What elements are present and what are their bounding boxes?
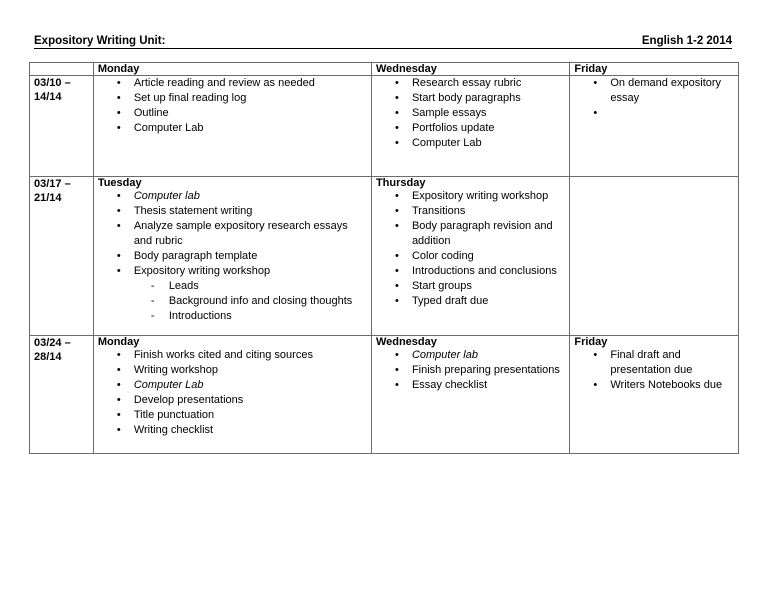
list-item: • Analyze sample expository research essays and rubric: [134, 219, 367, 249]
task-list: [574, 348, 734, 393]
list-item-empty: [610, 106, 734, 121]
list-item: • Start groups: [412, 279, 565, 294]
task-list: [98, 189, 367, 324]
sub-list-item: - Background info and closing thoughts: [169, 294, 367, 309]
cell-thursday: [371, 177, 569, 336]
sub-list-item: - Introductions: [169, 309, 367, 324]
list-item: • Body paragraph revision and addition: [412, 219, 565, 249]
cell-friday: [570, 336, 739, 454]
cell-friday: [570, 76, 739, 177]
list-item: • Finish preparing presentations: [412, 363, 565, 378]
task-list: [376, 189, 565, 309]
day-heading: Tuesday: [97, 177, 142, 189]
list-item: • On demand expository essay: [610, 76, 734, 106]
list-item: • Writing workshop: [134, 363, 367, 378]
list-item: • Writers Notebooks due: [610, 378, 734, 393]
list-item: • Outline: [134, 106, 367, 121]
week-range-start: 03/10 –: [34, 77, 71, 89]
week-cell: [30, 177, 94, 336]
day-heading: Wednesday: [375, 336, 437, 348]
list-item: • Expository writing workshop: [412, 189, 565, 204]
task-list: [376, 76, 565, 151]
list-item: • Expository writing workshop - Leads - Background info and closing thoughts - Introductions: [134, 264, 367, 324]
cell-wednesday: [371, 76, 569, 177]
week-range-end: 28/14: [34, 351, 62, 363]
schedule-table: [29, 62, 739, 454]
list-item: • Transitions: [412, 204, 565, 219]
course-title: English 1-2 2014: [641, 35, 732, 47]
header-week-cell: [30, 63, 94, 76]
document-header: [34, 35, 732, 49]
day-heading: Friday: [574, 336, 608, 348]
day-heading: Monday: [97, 336, 140, 348]
task-list: [574, 76, 734, 121]
list-item: • Set up final reading log: [134, 91, 367, 106]
list-item: • Final draft and presentation due: [610, 348, 734, 378]
sub-task-list: [134, 279, 367, 324]
week-range-start: 03/24 –: [34, 337, 71, 349]
list-item: • Color coding: [412, 249, 565, 264]
cell-empty: [570, 177, 739, 336]
header-monday: Monday: [93, 63, 371, 76]
list-item: • Computer lab: [412, 348, 565, 363]
week-range-end: 14/14: [34, 91, 62, 103]
table-row: [30, 76, 739, 177]
task-list: [376, 348, 565, 393]
week-range-start: 03/17 –: [34, 178, 71, 190]
list-item: • Introductions and conclusions: [412, 264, 565, 279]
task-list: [98, 348, 367, 438]
cell-tuesday: [93, 177, 371, 336]
list-item: • Computer Lab: [134, 121, 367, 136]
task-list: [98, 76, 367, 136]
day-heading: Thursday: [375, 177, 426, 189]
list-item: • Computer Lab: [134, 378, 367, 393]
cell-monday: [93, 336, 371, 454]
list-item: • Computer Lab: [412, 136, 565, 151]
list-item: • Develop presentations: [134, 393, 367, 408]
table-row: [30, 336, 739, 454]
week-range-end: 21/14: [34, 192, 62, 204]
header-wednesday: Wednesday: [371, 63, 569, 76]
cell-wednesday: [371, 336, 569, 454]
list-item: • Finish works cited and citing sources: [134, 348, 367, 363]
list-item: • Computer lab: [134, 189, 367, 204]
table-row: [30, 177, 739, 336]
list-item: • Title punctuation: [134, 408, 367, 423]
list-item: • Body paragraph template: [134, 249, 367, 264]
unit-title: Expository Writing Unit:: [34, 35, 166, 47]
week-cell: [30, 336, 94, 454]
sub-list-item: - Leads: [169, 279, 367, 294]
list-item: • Essay checklist: [412, 378, 565, 393]
list-item: • Portfolios update: [412, 121, 565, 136]
list-item: • Sample essays: [412, 106, 565, 121]
header-friday: Friday: [570, 63, 739, 76]
list-item: • Article reading and review as needed: [134, 76, 367, 91]
table-header-row: [30, 63, 739, 76]
list-item: • Thesis statement writing: [134, 204, 367, 219]
cell-monday: [93, 76, 371, 177]
list-item: • Writing checklist: [134, 423, 367, 438]
week-cell: [30, 76, 94, 177]
list-item: • Start body paragraphs: [412, 91, 565, 106]
list-item: • Typed draft due: [412, 294, 565, 309]
list-item: • Research essay rubric: [412, 76, 565, 91]
